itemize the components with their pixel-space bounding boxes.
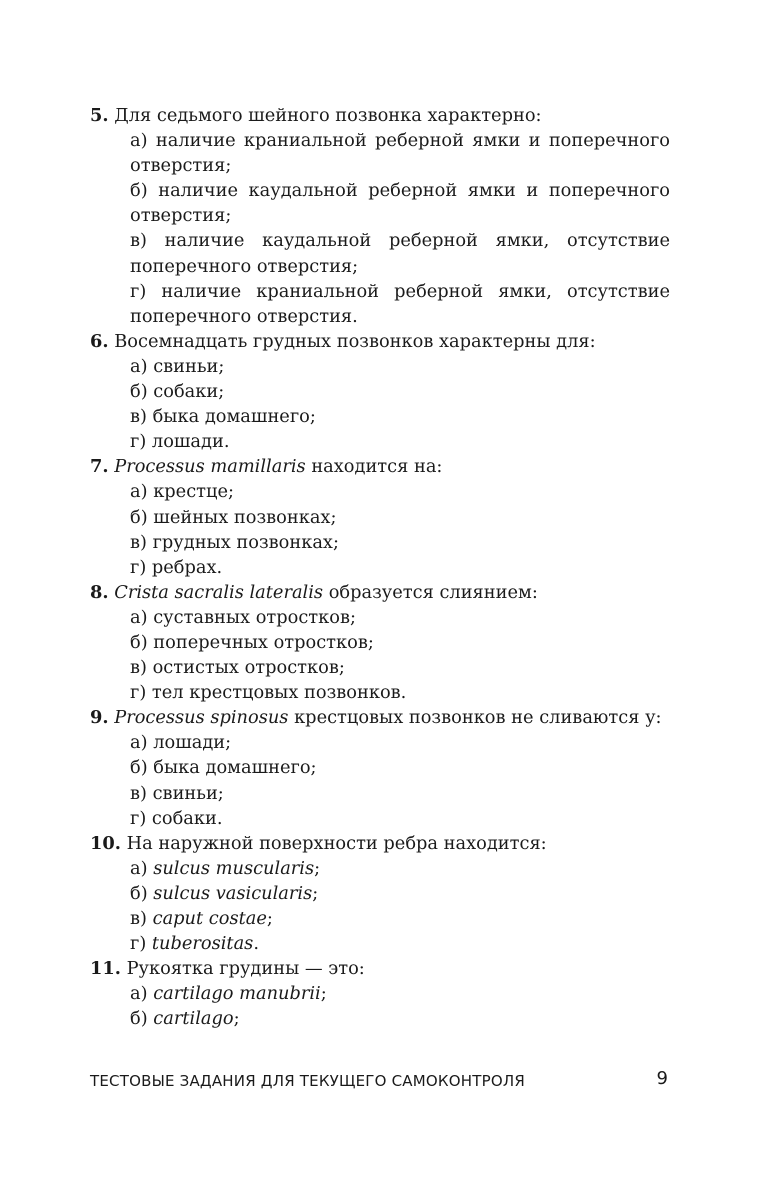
question-text: Восемнадцать грудных позвонков характерны для: [114, 330, 596, 352]
question-number: 9. [90, 707, 109, 729]
question-list [90, 103, 670, 1031]
answer-option: б) собаки; [130, 381, 225, 403]
latin-term: Crista sacralis lateralis [114, 581, 324, 603]
latin-term: cartilago manubrii [153, 983, 321, 1005]
question-number: 8. [90, 581, 109, 603]
question-number: 7. [90, 456, 109, 478]
question-text: находится на: [305, 456, 443, 478]
question-text: Для седьмого шейного позвонка характерно: [114, 105, 542, 126]
latin-term: sulcus muscularis [153, 857, 315, 879]
question-number: 6. [90, 330, 109, 352]
answer-option: в) наличие каудальной реберной ямки, отсутствие поперечного отверстия; [130, 230, 670, 277]
answer-option: в) грудных позвонках; [130, 531, 339, 553]
answer-option: а) свиньи; [130, 355, 225, 377]
question-text: Рукоятка грудины — это: [126, 958, 365, 980]
question-10 [90, 831, 670, 856]
answer-option: г) ребрах. [130, 556, 223, 578]
question-5 [90, 103, 670, 128]
question-number: 5. [90, 105, 109, 126]
answer-option: г) tuberositas. [130, 933, 259, 955]
answer-option: б) cartilago; [130, 1008, 240, 1030]
question-text: крестцовых позвонков не сливаются у: [288, 707, 662, 729]
answer-option: б) быка домашнего; [130, 757, 317, 779]
answer-option: г) лошади. [130, 431, 230, 453]
question-6 [90, 329, 670, 354]
question-9 [90, 705, 670, 730]
latin-term: Processus mamillaris [114, 456, 306, 478]
answer-option: в) caput costae; [130, 908, 273, 929]
question-11 [90, 956, 670, 981]
answer-option: а) крестце; [130, 481, 234, 503]
answer-option: г) собаки. [130, 807, 223, 829]
question-8 [90, 580, 670, 605]
answer-option: б) шейных позвонках; [130, 506, 337, 528]
question-7 [90, 454, 670, 479]
latin-term: Processus spinosus [114, 707, 289, 729]
question-number: 10. [90, 832, 121, 854]
answer-option: б) поперечных отростков; [130, 631, 374, 653]
answer-option: г) тел крестцовых позвонков. [130, 682, 407, 704]
answer-option: в) быка домашнего; [130, 406, 316, 428]
page-number: 9 [656, 1068, 668, 1089]
answer-option: г) наличие краниальной реберной ямки, отсутствие поперечного отверстия. [130, 280, 670, 327]
answer-option: а) суставных отростков; [130, 606, 356, 628]
answer-option: а) sulcus muscularis; [130, 857, 321, 879]
answer-option: б) sulcus vasicularis; [130, 882, 319, 904]
answer-option: в) остистых отростков; [130, 657, 345, 679]
question-text: образуется слиянием: [323, 581, 538, 603]
question-text: На наружной поверхности ребра находится: [126, 832, 547, 854]
answer-option: а) лошади; [130, 732, 232, 754]
latin-term: sulcus vasicularis [153, 882, 313, 904]
answer-option: а) cartilago manubrii; [130, 983, 327, 1005]
latin-term: tuberositas [151, 933, 254, 955]
latin-term: cartilago [153, 1008, 234, 1030]
question-number: 11. [90, 958, 121, 980]
answer-option: а) наличие краниальной реберной ямки и поперечного отверстия; [130, 130, 670, 177]
answer-option: в) свиньи; [130, 782, 224, 804]
latin-term: caput costae [152, 908, 267, 929]
answer-option: б) наличие каудальной реберной ямки и поперечного отверстия; [130, 180, 670, 227]
running-footer: ТЕСТОВЫЕ ЗАДАНИЯ ДЛЯ ТЕКУЩЕГО САМОКОНТРОЛЯ [90, 1072, 525, 1090]
